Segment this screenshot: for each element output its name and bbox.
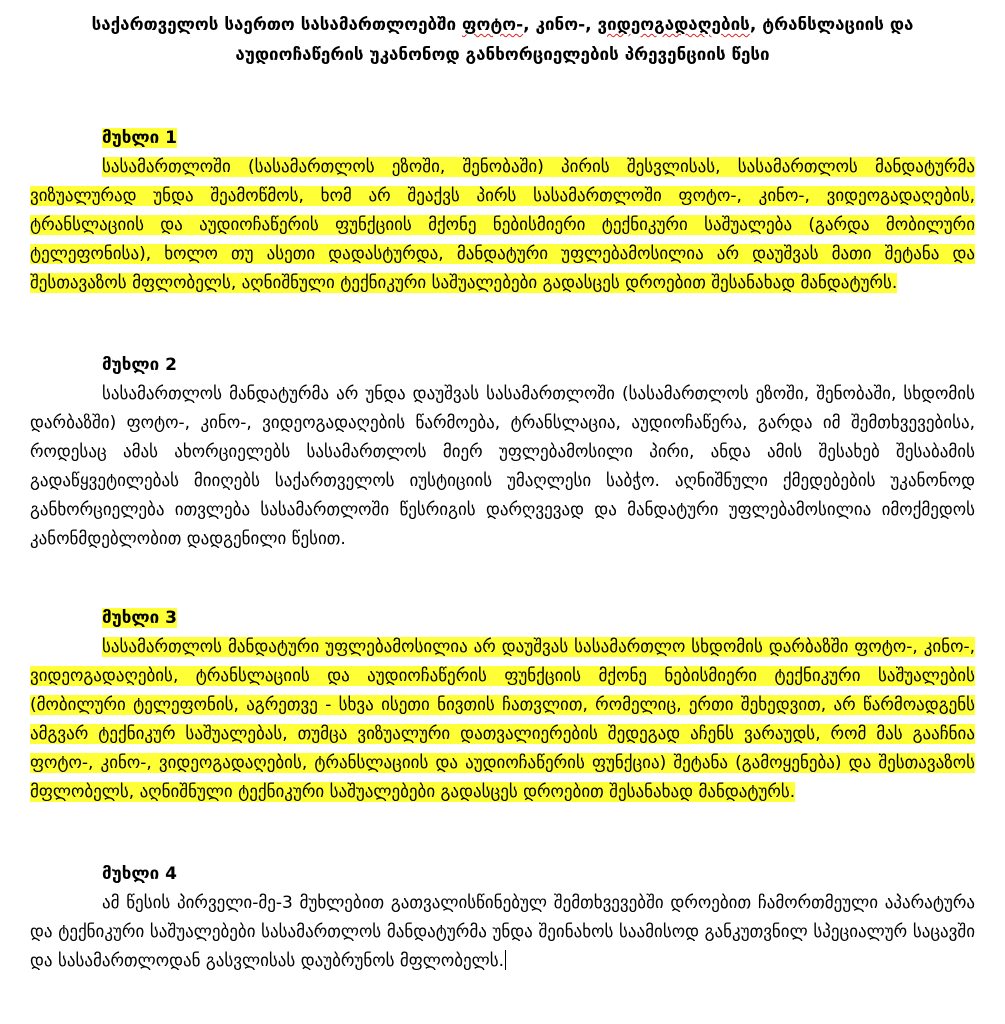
article-heading: მუხლი 3 — [102, 608, 177, 628]
article-1 — [30, 124, 975, 298]
article-3 — [30, 604, 975, 807]
misspelled-word[interactable]: ფოტო- — [462, 15, 524, 35]
article-4 — [30, 860, 975, 976]
article-2 — [30, 351, 975, 554]
article-text: ამ წესის პირველი-მე-3 მუხლებით გათვალისწინებულ შემთხვევებში დროებით ჩამორთმეული აპარატურა და ტექნიკური საშუალებები სასამართლოს მანდატურმა უნდა შეინახოს საამისოდ განკუთვნილ სპეციალურ საცავში და სასამართლოდან გასვლისას დაუბრუნოს მფლობელს. — [30, 893, 975, 971]
article-heading: მუხლი 1 — [102, 128, 177, 148]
article-text: სასამართლოს მანდატური უფლებამოსილია არ დაუშვას სასამართლო სხდომის დარბაზში ფოტო-, კინო-, ვიდეოგადაღების, ტრანსლაციის და აუდიოჩაწერის ფუნქციის მქონე ნებისმიერი ტექნიკური საშუალების (მობილური ტელეფონის, აგრეთვე - სხვა ისეთი ნივთის ჩათვლით, რომელიც, ერთი შეხედვით, არ წარმოადგენს ამგვარ ტექნიკურ საშუალებას, თუმცა ვიზუალური დათვალიერების შედეგად აჩენს ვარაუდს, რომ მას გააჩნია ფოტო-, კინო-, ვიდეოგადაღების, ტრანსლაციის და აუდიოჩაწერის ფუნქცია) შეტანა (გამოყენება) და შესთავაზოს მფლობელს, აღნიშნული ტექნიკური საშუალებები გადასცეს დროებით შესანახად მანდატურს. — [30, 637, 975, 802]
article-heading: მუხლი 4 — [102, 864, 177, 884]
misspelled-word[interactable]: ვიდეოგადაღების — [597, 15, 750, 35]
article-heading: მუხლი 2 — [102, 355, 177, 375]
title-part-2: , კინო-, — [523, 15, 598, 35]
title-part-3: , ტრანსლაციის და აუდიოჩაწერის უკანონოდ განხორციელების პრევენციის წესი — [235, 15, 914, 65]
title-part-1: საქართველოს საერთო სასამართლოებში — [91, 15, 463, 35]
article-text: სასამართლოს მანდატურმა არ უნდა დაუშვას სასამართლოში (სასამართლოს ეზოში, შენობაში, სხდომის დარბაზში) ფოტო-, კინო-, ვიდეოგადაღების წარმოება, ტრანსლაცია, აუდიოჩაწერა, გარდა იმ შემთხვევებისა, როდესაც ამას ახორციელებს სასამართლოს მიერ უფლებამოსილი პირი, ანდა ამის შესახებ შესაბამის გადაწყვეტილებას მიიღებს საქართველოს იუსტიციის უმაღლესი საბჭო. აღნიშნული ქმედებების უკანონოდ განხორციელება ითვლება სასამართლოში წესრიგის დარღვევად და მანდატური უფლებამოსილია იმოქმედოს კანონმდებლობით დადგენილი წესით. — [30, 384, 975, 549]
text-cursor — [505, 950, 506, 970]
article-text: სასამართლოში (სასამართლოს ეზოში, შენობაში) პირის შესვლისას, სასამართლოს მანდატურმა ვიზუალურად უნდა შეამოწმოს, ხომ არ შეაქვს პირს სასამართლოში ფოტო-, კინო-, ვიდეოგადაღების, ტრანსლაციის და აუდიოჩაწერის ფუნქციის მქონე ნებისმიერი ტექნიკური საშუალება (გარდა მობილური ტელეფონისა), ხოლო თუ ასეთი დადასტურდა, მანდატური უფლებამოსილია არ დაუშვას მათი შეტანა და შესთავაზოს მფლობელს, აღნიშნული ტექნიკური საშუალებები გადასცეს დროებით შესანახად მანდატურს. — [30, 157, 975, 293]
document-title — [30, 10, 975, 70]
